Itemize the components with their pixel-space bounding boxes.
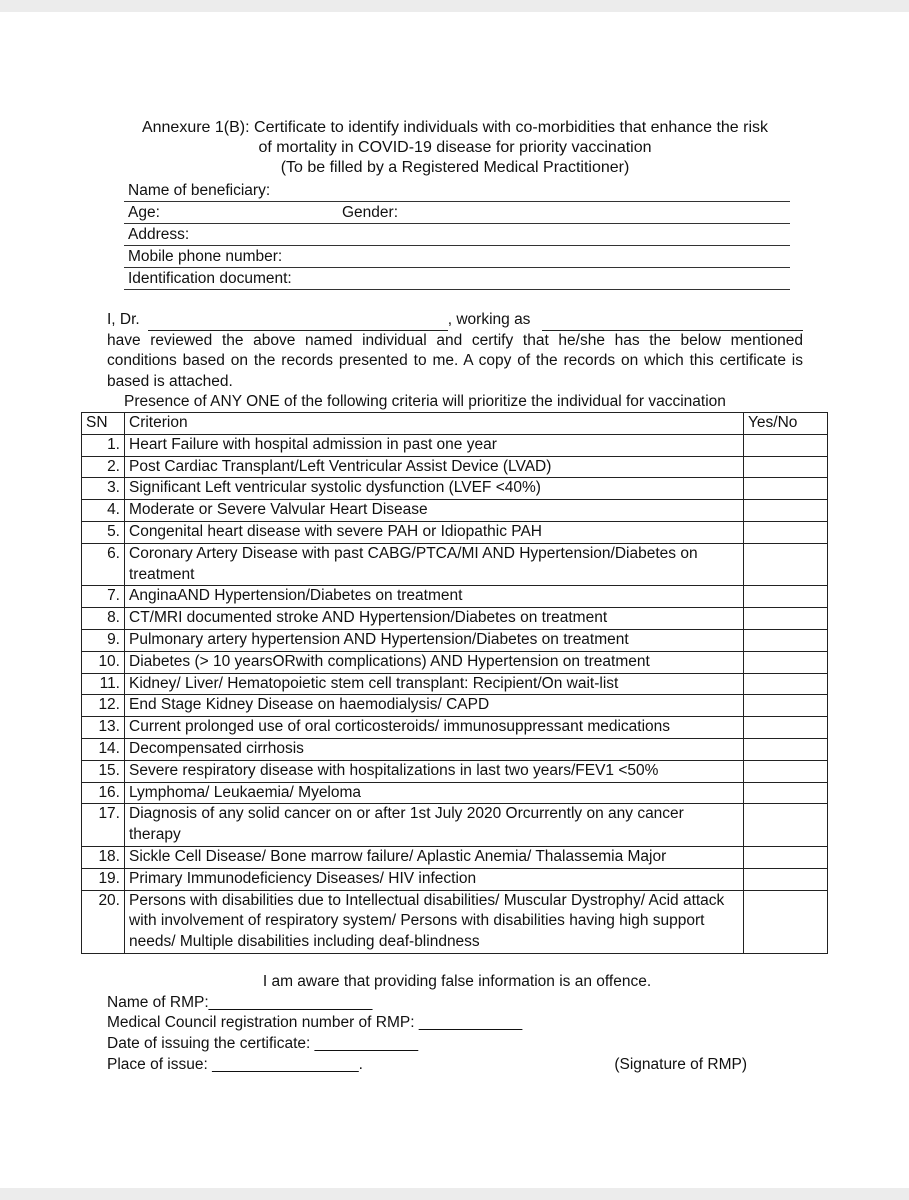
table-row	[82, 846, 828, 868]
header-sn: SN	[82, 413, 125, 435]
table-row	[82, 434, 828, 456]
row-criterion: Kidney/ Liver/ Hematopoietic stem cell transplant: Recipient/On wait-list	[125, 673, 744, 695]
table-row	[82, 695, 828, 717]
row-criterion: CT/MRI documented stroke AND Hypertension/Diabetes on treatment	[125, 608, 744, 630]
rmp-signature-label: (Signature of RMP)	[614, 1056, 747, 1073]
row-sn: 9.	[82, 629, 125, 651]
row-sn: 19.	[82, 868, 125, 890]
row-criterion: Coronary Artery Disease with past CABG/PTCA/MI AND Hypertension/Diabetes on treatment	[125, 543, 744, 586]
row-yesno-cell[interactable]	[744, 521, 828, 543]
row-sn: 16.	[82, 782, 125, 804]
i-dr-label: I, Dr.	[107, 311, 140, 328]
table-row	[82, 543, 828, 586]
row-yesno-cell[interactable]	[744, 673, 828, 695]
mobile-field[interactable]	[124, 246, 790, 268]
row-yesno-cell[interactable]	[744, 434, 828, 456]
row-sn: 2.	[82, 456, 125, 478]
row-yesno-cell[interactable]	[744, 500, 828, 522]
table-row	[82, 586, 828, 608]
beneficiary-details	[124, 180, 790, 290]
header-criterion: Criterion	[125, 413, 744, 435]
row-sn: 3.	[82, 478, 125, 500]
row-criterion: Diabetes (> 10 yearsORwith complications) AND Hypertension on treatment	[125, 651, 744, 673]
row-criterion: Diagnosis of any solid cancer on or after 1st July 2020 Orcurrently on any cancer therapy	[125, 804, 744, 847]
row-sn: 20.	[82, 890, 125, 953]
row-criterion: Decompensated cirrhosis	[125, 738, 744, 760]
table-row	[82, 521, 828, 543]
table-row	[82, 760, 828, 782]
row-sn: 12.	[82, 695, 125, 717]
row-yesno-cell[interactable]	[744, 608, 828, 630]
awareness-statement: I am aware that providing false information is an offence.	[262, 973, 652, 990]
row-criterion: Pulmonary artery hypertension AND Hypertension/Diabetes on treatment	[125, 629, 744, 651]
row-criterion: Primary Immunodeficiency Diseases/ HIV infection	[125, 868, 744, 890]
address-label: Address:	[128, 226, 190, 243]
row-criterion: Post Cardiac Transplant/Left Ventricular Assist Device (LVAD)	[125, 456, 744, 478]
rmp-name-line[interactable]: Name of RMP:___________________	[107, 993, 373, 1011]
row-criterion: Persons with disabilities due to Intellectual disabilities/ Muscular Dystrophy/ Acid attack with involvement of respiratory system/ Persons with disabilities having high support needs/ Multiple disabilities including deaf-blindness	[125, 890, 744, 953]
title-line-1: Annexure 1(B): Certificate to identify individuals with co-morbidities that enhance the risk	[141, 119, 769, 136]
rmp-section	[107, 972, 747, 1076]
row-yesno-cell[interactable]	[744, 695, 828, 717]
row-yesno-cell[interactable]	[744, 868, 828, 890]
row-yesno-cell[interactable]	[744, 651, 828, 673]
table-row	[82, 500, 828, 522]
row-yesno-cell[interactable]	[744, 629, 828, 651]
table-row	[82, 890, 828, 953]
gender-label: Gender:	[342, 204, 399, 221]
row-sn: 5.	[82, 521, 125, 543]
beneficiary-name-label: Name of beneficiary:	[128, 182, 271, 199]
row-sn: 18.	[82, 846, 125, 868]
criteria-table	[81, 412, 828, 954]
identification-label: Identification document:	[128, 270, 292, 287]
title-line-2: of mortality in COVID-19 disease for priority vaccination	[258, 139, 652, 156]
row-yesno-cell[interactable]	[744, 586, 828, 608]
age-label: Age:	[128, 204, 160, 221]
row-criterion: Heart Failure with hospital admission in past one year	[125, 434, 744, 456]
row-yesno-cell[interactable]	[744, 804, 828, 847]
row-criterion: End Stage Kidney Disease on haemodialysis/ CAPD	[125, 695, 744, 717]
address-field[interactable]	[124, 224, 790, 246]
row-yesno-cell[interactable]	[744, 456, 828, 478]
table-row	[82, 782, 828, 804]
row-criterion: Moderate or Severe Valvular Heart Disease	[125, 500, 744, 522]
table-row	[82, 673, 828, 695]
council-registration-line[interactable]: Medical Council registration number of RMP: ____________	[107, 1014, 523, 1032]
row-yesno-cell[interactable]	[744, 478, 828, 500]
row-sn: 1.	[82, 434, 125, 456]
doctor-name-blank[interactable]	[148, 314, 448, 331]
row-yesno-cell[interactable]	[744, 760, 828, 782]
declaration	[107, 310, 803, 392]
title-line-3: (To be filled by a Registered Medical Practitioner)	[280, 159, 630, 176]
row-criterion: Severe respiratory disease with hospitalizations in last two years/FEV1 <50%	[125, 760, 744, 782]
table-row	[82, 456, 828, 478]
row-sn: 7.	[82, 586, 125, 608]
table-row	[82, 738, 828, 760]
identification-field[interactable]	[124, 268, 790, 290]
row-yesno-cell[interactable]	[744, 846, 828, 868]
working-as-label: , working as	[447, 311, 531, 328]
row-yesno-cell[interactable]	[744, 738, 828, 760]
header-yesno: Yes/No	[744, 413, 828, 435]
row-yesno-cell[interactable]	[744, 717, 828, 739]
table-row	[82, 478, 828, 500]
row-sn: 15.	[82, 760, 125, 782]
beneficiary-name-field[interactable]	[124, 180, 790, 202]
row-sn: 14.	[82, 738, 125, 760]
issue-date-line[interactable]: Date of issuing the certificate: ____________	[107, 1035, 419, 1053]
row-criterion: Lymphoma/ Leukaemia/ Myeloma	[125, 782, 744, 804]
table-row	[82, 608, 828, 630]
row-sn: 11.	[82, 673, 125, 695]
age-gender-field[interactable]	[124, 202, 790, 224]
row-criterion: Sickle Cell Disease/ Bone marrow failure/ Aplastic Anemia/ Thalassemia Major	[125, 846, 744, 868]
mobile-label: Mobile phone number:	[128, 248, 283, 265]
row-yesno-cell[interactable]	[744, 782, 828, 804]
row-sn: 4.	[82, 500, 125, 522]
table-row	[82, 868, 828, 890]
table-row	[82, 629, 828, 651]
row-criterion: Congenital heart disease with severe PAH or Idiopathic PAH	[125, 521, 744, 543]
row-sn: 8.	[82, 608, 125, 630]
table-row	[82, 804, 828, 847]
table-row	[82, 717, 828, 739]
presence-note: Presence of ANY ONE of the following criteria will prioritize the individual for vaccination	[124, 393, 726, 410]
criteria-rows	[82, 434, 828, 953]
row-sn: 10.	[82, 651, 125, 673]
designation-blank[interactable]	[542, 314, 803, 331]
document-title	[90, 118, 820, 178]
row-sn: 17.	[82, 804, 125, 847]
row-yesno-cell[interactable]	[744, 543, 828, 586]
declaration-text: have reviewed the above named individual and certify that he/she has the below mentioned conditions based on the records presented to me. A copy of the records on which this certificate is based is attached.	[107, 331, 803, 390]
table-header-row	[82, 413, 828, 435]
row-yesno-cell[interactable]	[744, 890, 828, 953]
certificate-page	[0, 12, 909, 1188]
row-criterion: Significant Left ventricular systolic dysfunction (LVEF <40%)	[125, 478, 744, 500]
row-sn: 13.	[82, 717, 125, 739]
row-criterion: AnginaAND Hypertension/Diabetes on treatment	[125, 586, 744, 608]
row-criterion: Current prolonged use of oral corticosteroids/ immunosuppressant medications	[125, 717, 744, 739]
row-sn: 6.	[82, 543, 125, 586]
issue-place-line[interactable]: Place of issue: _________________.	[107, 1055, 363, 1073]
table-row	[82, 651, 828, 673]
